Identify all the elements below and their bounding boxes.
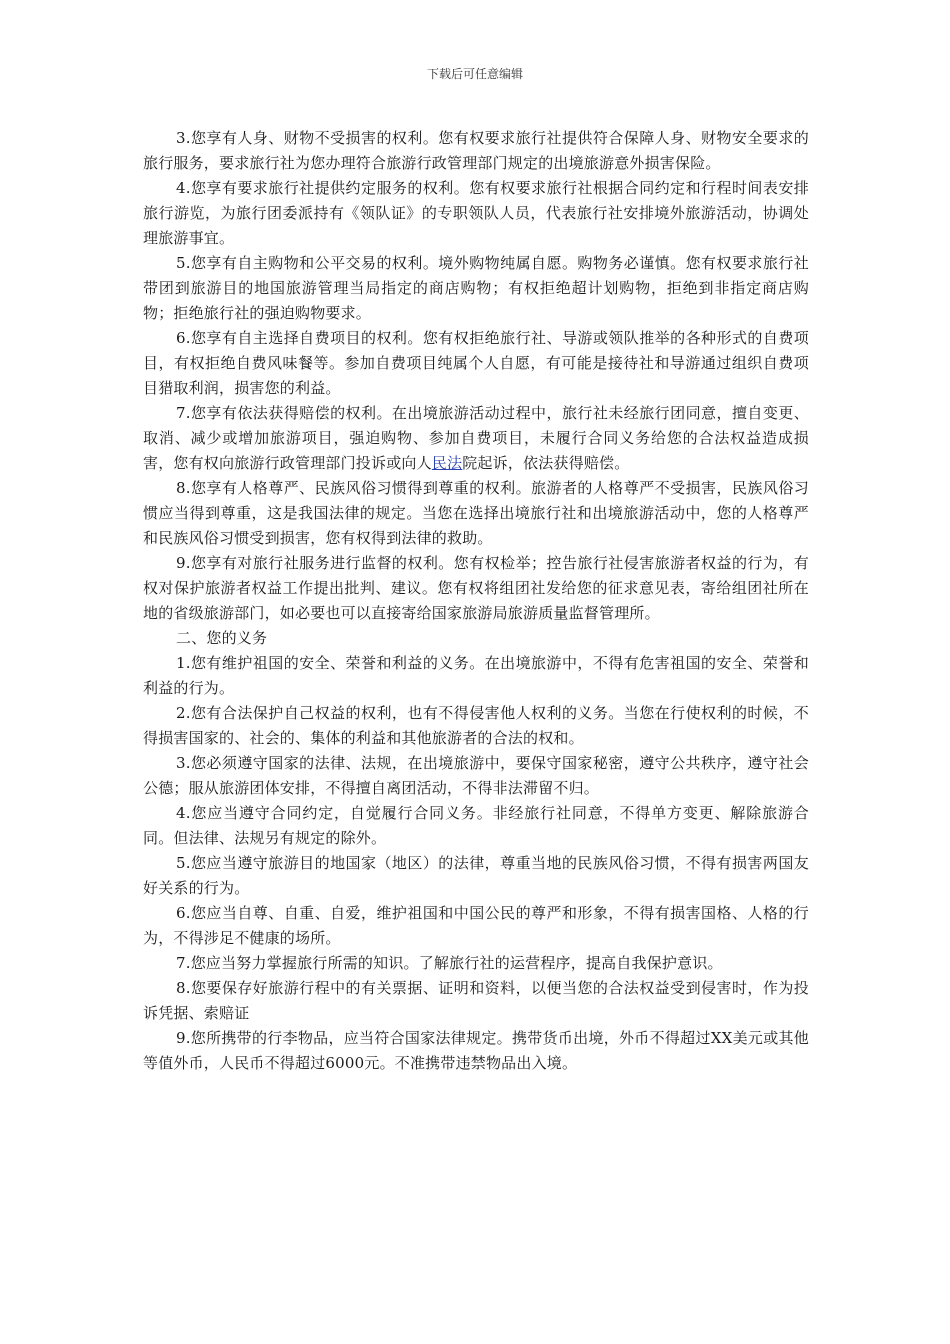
paragraph-rights-9: 9.您享有对旅行社服务进行监督的权利。您有权检举；控告旅行社侵害旅游者权益的行为，有权对保护旅游者权益工作提出批判、建议。您有权将组团社发给您的征求意见表，寄给组团社所在地的省级旅游部门，如必要也可以直接寄给国家旅游局旅游质量监督管理所。 (143, 554, 809, 622)
paragraph-rights-6: 6.您享有自主选择自费项目的权利。您有权拒绝旅行社、导游或领队推举的各种形式的自费项目，有权拒绝自费风味餐等。参加自费项目纯属个人自愿，有可能是接待社和导游通过组织自费项目猎取利润，损害您的利益。 (143, 329, 809, 397)
paragraph-rights-7-text-after: 院起诉，依法获得赔偿。 (462, 454, 630, 472)
paragraph-rights-4: 4.您享有要求旅行社提供约定服务的权利。您有权要求旅行社根据合同约定和行程时间表安排旅行游览，为旅行团委派持有《领队证》的专职领队人员，代表旅行社安排境外旅游活动，协调处理旅游事宜。 (143, 179, 809, 247)
paragraph-obligation-4: 4.您应当遵守合同约定，自觉履行合同义务。非经旅行社同意，不得单方变更、解除旅游合同。但法律、法规另有规定的除外。 (143, 804, 809, 847)
paragraph-rights-8: 8.您享有人格尊严、民族风俗习惯得到尊重的权利。旅游者的人格尊严不受损害，民族风俗习惯应当得到尊重，这是我国法律的规定。当您在选择出境旅行社和出境旅游活动中，您的人格尊严和民族风俗习惯受到损害，您有权得到法律的救助。 (143, 479, 809, 547)
document-body (143, 126, 809, 1076)
paragraph-rights-7-text-before: 7.您享有依法获得赔偿的权利。在出境旅游活动过程中，旅行社未经旅行团同意，擅自变更、取消、减少或增加旅游项目，强迫购物、参加自费项目，未履行合同义务给您的合法权益造成损害，您有权向旅游行政管理部门投诉或向人 (143, 404, 809, 472)
paragraph-obligation-2: 2.您有合法保护自己权益的权利，也有不得侵害他人权利的义务。当您在行使权利的时候，不得损害国家的、社会的、集体的利益和其他旅游者的合法的权和。 (143, 704, 809, 747)
page-header-note: 下载后可任意编辑 (426, 67, 523, 81)
paragraph-obligation-3: 3.您必须遵守国家的法律、法规，在出境旅游中，要保守国家秘密，遵守公共秩序，遵守社会公德；服从旅游团体安排，不得擅自离团活动，不得非法滞留不归。 (143, 754, 809, 797)
paragraph-rights-3: 3.您享有人身、财物不受损害的权利。您有权要求旅行社提供符合保障人身、财物安全要求的旅行服务，要求旅行社为您办理符合旅游行政管理部门规定的出境旅游意外损害保险。 (143, 129, 809, 172)
paragraph-obligation-9: 9.您所携带的行李物品，应当符合国家法律规定。携带货币出境，外币不得超过XX美元或其他等值外币，人民币不得超过6000元。不准携带违禁物品出入境。 (143, 1029, 809, 1072)
paragraph-rights-7 (143, 401, 809, 476)
paragraph-obligation-5: 5.您应当遵守旅游目的地国家（地区）的法律，尊重当地的民族风俗习惯，不得有损害两国友好关系的行为。 (143, 854, 809, 897)
section-heading-obligations: 二、您的义务 (176, 629, 268, 647)
paragraph-obligation-6: 6.您应当自尊、自重、自爱，维护祖国和中国公民的尊严和形象，不得有损害国格、人格的行为，不得涉足不健康的场所。 (143, 904, 809, 947)
paragraph-obligation-7: 7.您应当努力掌握旅行所需的知识。了解旅行社的运营程序，提高自我保护意识。 (176, 954, 723, 972)
paragraph-obligation-1: 1.您有维护祖国的安全、荣誉和利益的义务。在出境旅游中，不得有危害祖国的安全、荣誉和利益的行为。 (143, 654, 809, 697)
paragraph-rights-5: 5.您享有自主购物和公平交易的权利。境外购物纯属自愿。购物务必谨慎。您有权要求旅行社带团到旅游目的地国旅游管理当局指定的商店购物；有权拒绝超计划购物，拒绝到非指定商店购物；拒绝旅行社的强迫购物要求。 (143, 254, 809, 322)
civil-law-link[interactable]: 民法 (431, 454, 463, 472)
paragraph-obligation-8: 8.您要保存好旅游行程中的有关票据、证明和资料，以便当您的合法权益受到侵害时，作为投诉凭据、索赔证 (143, 979, 809, 1022)
